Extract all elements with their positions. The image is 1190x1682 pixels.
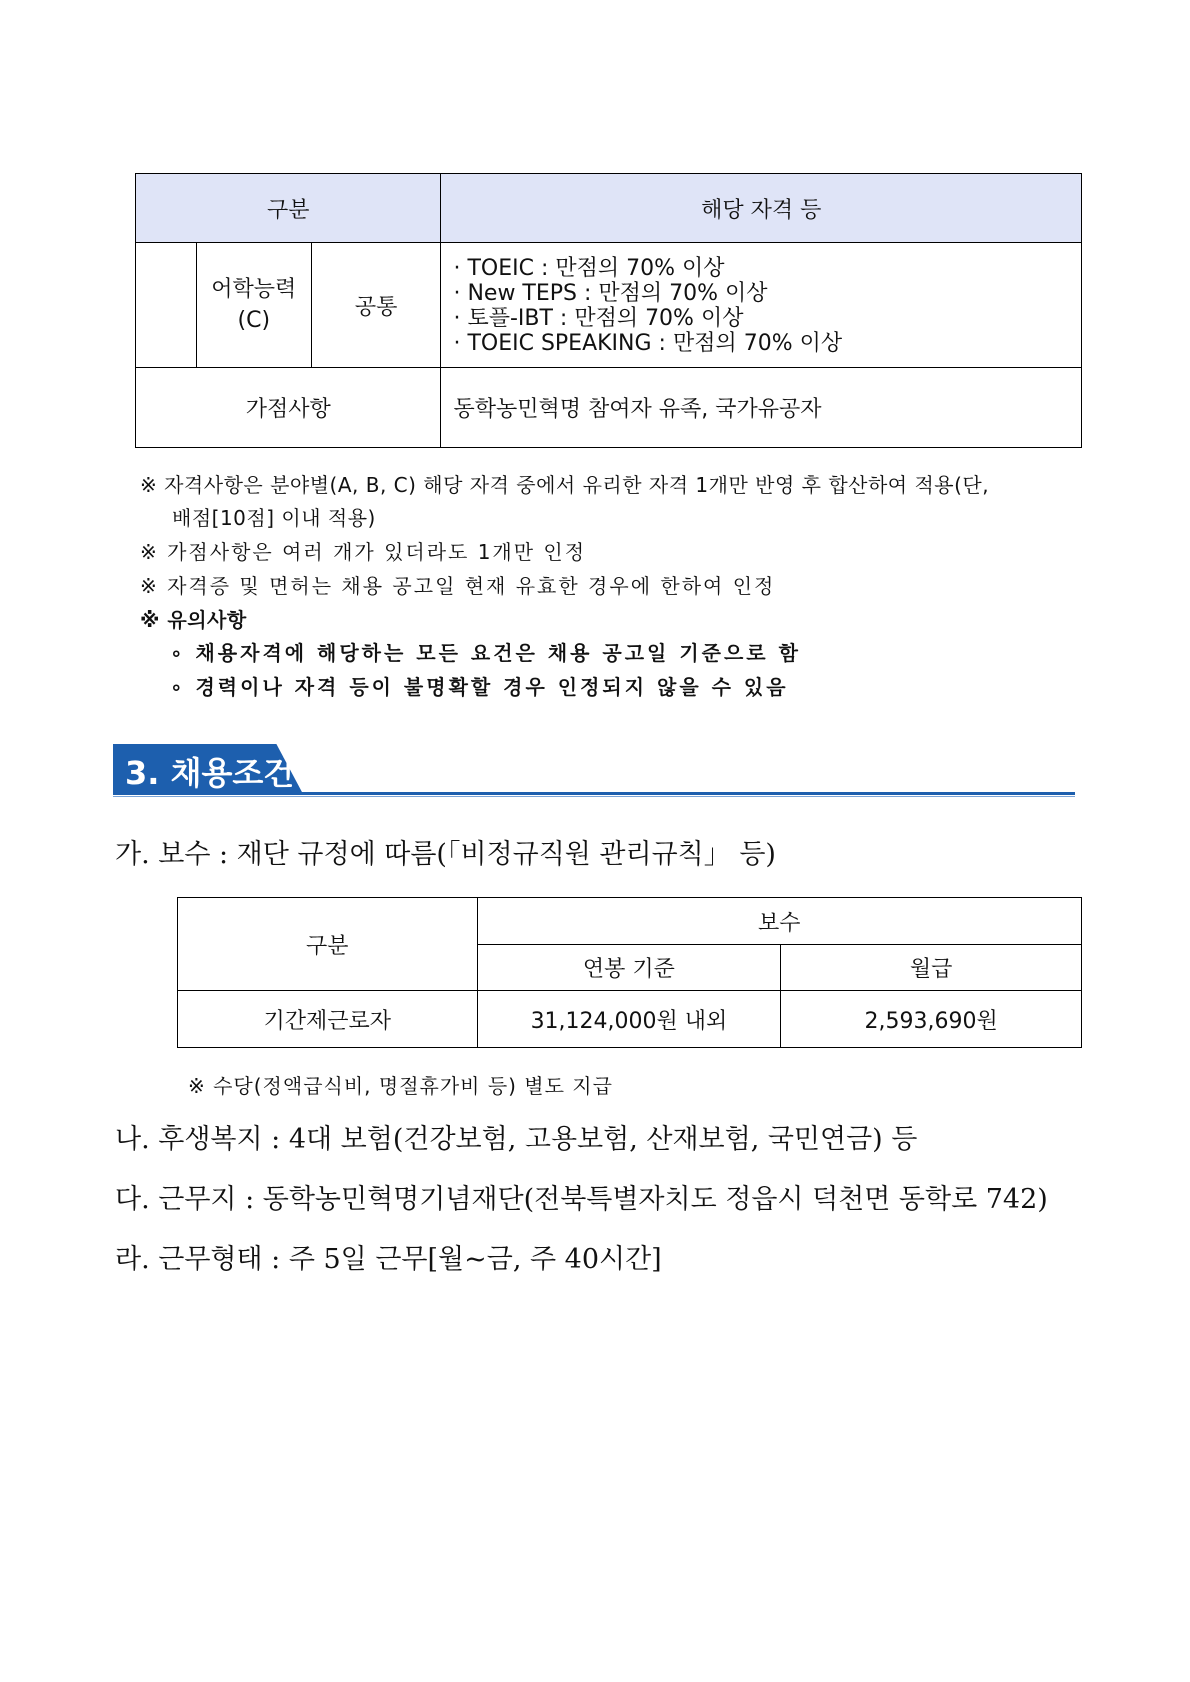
pay-row (178, 991, 1082, 1048)
caution-item: ∘ 경력이나 자격 등이 불명확할 경우 인정되지 않을 수 있음 (170, 675, 789, 699)
bonus-row (136, 368, 1082, 448)
note-qualification-line2: 배점[10점] 이내 적용) (172, 506, 376, 530)
header-category: 구분 (136, 174, 441, 243)
pay-header-category: 구분 (178, 898, 478, 991)
lang-category-cell (196, 243, 311, 368)
pay-row-monthly: 2,593,690원 (781, 991, 1082, 1048)
caution-item: ∘ 채용자격에 해당하는 모든 요건은 채용 공고일 기준으로 함 (170, 641, 801, 665)
lang-category: 어학능력 (211, 277, 297, 302)
section-title: 3. 채용조건 (125, 754, 295, 792)
condition-work-type: 라. 근무형태 : 주 5일 근무[월~금, 주 40시간] (115, 1244, 662, 1275)
lang-category-code: (C) (237, 308, 271, 333)
lang-scope: 공통 (311, 243, 441, 368)
qualification-header-row (136, 174, 1082, 243)
language-row (136, 243, 1082, 368)
lang-items (441, 243, 1082, 368)
note-caution-title: ※ 유의사항 (140, 608, 247, 632)
pay-header-annual: 연봉 기준 (477, 945, 781, 991)
lang-item: · 토플-IBT : 만점의 70% 이상 (453, 306, 744, 331)
lang-item: · TOEIC SPEAKING : 만점의 70% 이상 (453, 331, 843, 356)
lang-item: · TOEIC : 만점의 70% 이상 (453, 256, 725, 281)
pay-note: ※ 수당(정액급식비, 명절휴가비 등) 별도 지급 (188, 1074, 613, 1098)
section-divider (113, 792, 1075, 795)
pay-header-row (178, 898, 1082, 945)
pay-table (177, 897, 1082, 1048)
pay-row-annual: 31,124,000원 내외 (477, 991, 781, 1048)
section-divider-thin (113, 796, 1075, 797)
pay-header-monthly: 월급 (781, 945, 1082, 991)
empty-cell (136, 243, 197, 368)
bonus-value: 동학농민혁명 참여자 유족, 국가유공자 (441, 368, 1082, 448)
note-bonus: ※ 가점사항은 여러 개가 있더라도 1개만 인정 (140, 540, 587, 564)
pay-row-label: 기간제근로자 (178, 991, 478, 1048)
bonus-label: 가점사항 (136, 368, 441, 448)
condition-pay: 가. 보수 : 재단 규정에 따름(「비정규직원 관리규칙」 등) (115, 839, 776, 870)
header-qualification: 해당 자격 등 (441, 174, 1082, 243)
qualification-table (135, 173, 1082, 448)
condition-welfare: 나. 후생복지 : 4대 보험(건강보험, 고용보험, 산재보험, 국민연금) 등 (115, 1124, 918, 1155)
pay-header-pay: 보수 (477, 898, 1081, 945)
lang-item: · New TEPS : 만점의 70% 이상 (453, 281, 768, 306)
condition-workplace: 다. 근무지 : 동학농민혁명기념재단(전북특별자치도 정읍시 덕천면 동학로 742) (115, 1184, 1048, 1215)
note-qualification-line1: ※ 자격사항은 분야별(A, B, C) 해당 자격 중에서 유리한 자격 1개만 반영 후 합산하여 적용(단, (140, 473, 990, 497)
note-license: ※ 자격증 및 면허는 채용 공고일 현재 유효한 경우에 한하여 인정 (140, 574, 776, 598)
